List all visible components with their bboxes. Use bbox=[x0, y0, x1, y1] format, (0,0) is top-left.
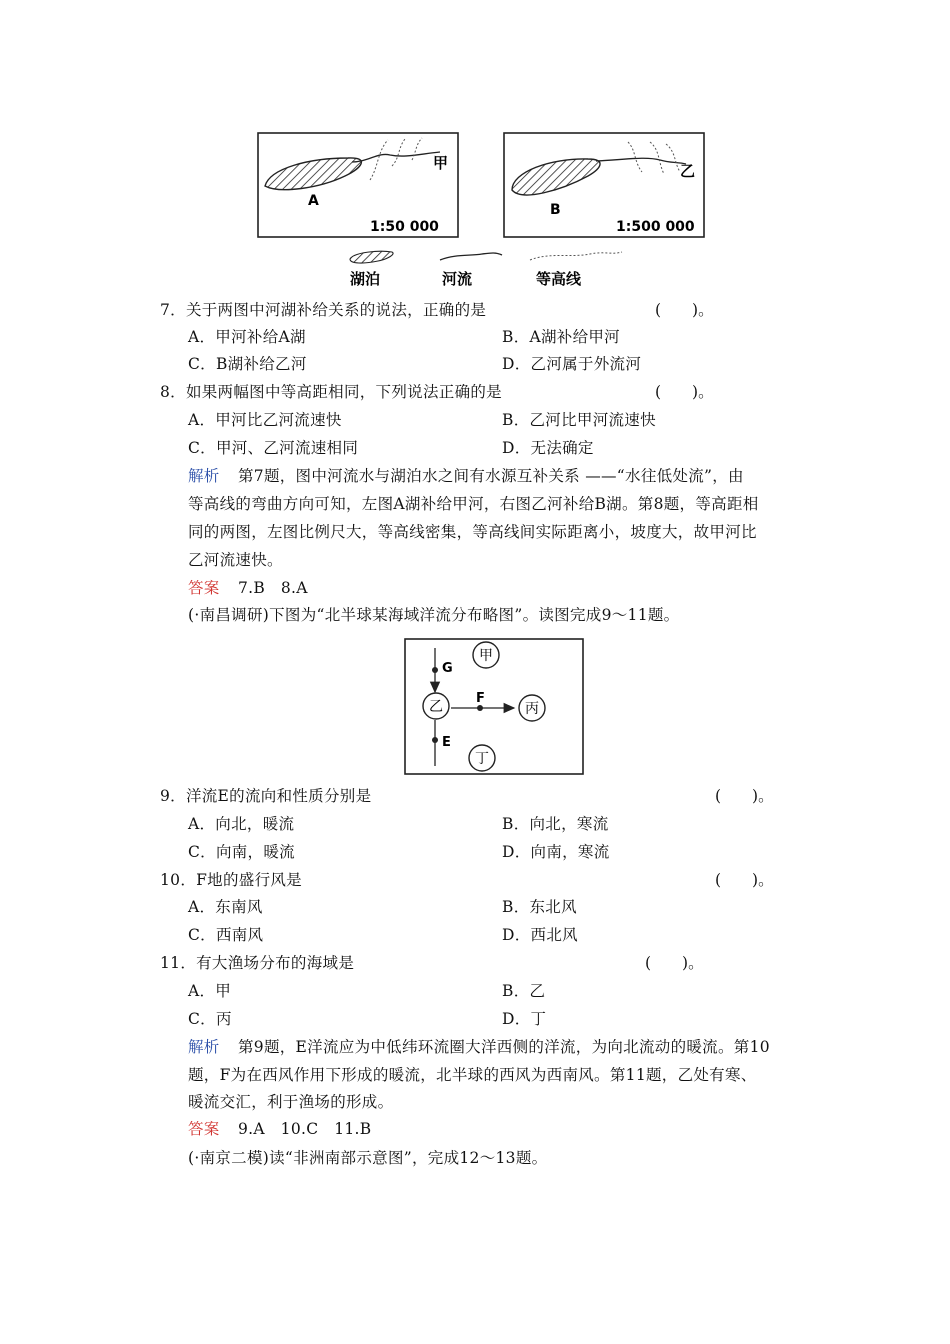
intro-question-12-13: (·南京二模)读“非洲南部示意图”，完成12～13题。 bbox=[188, 1149, 548, 1167]
legend-river-symbol bbox=[440, 253, 502, 260]
answer1-text: 7.B 8.A bbox=[238, 579, 308, 597]
q7-stem: 7．关于两图中河湖补给关系的说法，正确的是 bbox=[160, 301, 487, 319]
point-f-label: F bbox=[476, 691, 485, 706]
river-jia-label: 甲 bbox=[433, 154, 449, 172]
q10-stem: 10．F地的盛行风是 bbox=[160, 871, 302, 889]
analysis2-label: 解析 bbox=[188, 1038, 220, 1056]
q8-option-d: D．无法确定 bbox=[502, 439, 594, 457]
q7-answer-blank: ( )。 bbox=[655, 301, 714, 319]
analysis2-line-2: 题，F为在西风作用下形成的暖流，北半球的西风为西南风。第11题，乙处有寒、 bbox=[188, 1066, 757, 1084]
circle-jia-label: 甲 bbox=[479, 648, 493, 664]
legend-lake-symbol bbox=[350, 251, 393, 263]
point-g-label: G bbox=[442, 661, 453, 676]
lake-river-figure bbox=[250, 128, 720, 293]
analysis1-line-1: 第7题，图中河流水与湖泊水之间有水源互补关系 ——“水往低处流”，由 bbox=[238, 467, 744, 485]
q11-option-b: B．乙 bbox=[502, 982, 546, 1000]
q11-option-d: D．丁 bbox=[502, 1010, 547, 1028]
circle-ding-label: 丁 bbox=[475, 751, 489, 767]
q9-stem: 9．洋流E的流向和性质分别是 bbox=[160, 787, 372, 805]
q9-option-d: D．向南，寒流 bbox=[502, 843, 610, 861]
lake-a-label: A bbox=[308, 193, 319, 209]
left-map bbox=[258, 133, 458, 237]
q8-option-c: C．甲河、乙河流速相同 bbox=[188, 439, 359, 457]
q10-option-b: B．东北风 bbox=[502, 898, 577, 916]
right-scale: 1:500 000 bbox=[616, 219, 695, 235]
q11-answer-blank: ( )。 bbox=[645, 954, 704, 972]
q11-option-c: C．丙 bbox=[188, 1010, 232, 1028]
lake-b-label: B bbox=[550, 202, 561, 218]
q9-option-b: B．向北，寒流 bbox=[502, 815, 609, 833]
answer2-text: 9.A 10.C 11.B bbox=[238, 1120, 372, 1138]
legend bbox=[350, 251, 622, 288]
point-g-dot bbox=[432, 667, 438, 673]
intro-question-9-11: (·南昌调研)下图为“北半球某海域洋流分布略图”。读图完成9～11题。 bbox=[188, 606, 680, 624]
answer2-label: 答案 bbox=[188, 1120, 220, 1138]
q11-stem: 11．有大渔场分布的海域是 bbox=[160, 954, 355, 972]
legend-contour-symbol bbox=[530, 252, 622, 260]
analysis2-line-1: 第9题，E洋流应为中低纬环流圈大洋西侧的洋流，为向北流动的暖流。第10 bbox=[238, 1038, 770, 1056]
q7-option-c: C．B湖补给乙河 bbox=[188, 355, 307, 373]
q9-answer-blank: ( )。 bbox=[715, 787, 774, 805]
right-map bbox=[504, 133, 704, 237]
q9-option-c: C．向南，暖流 bbox=[188, 843, 295, 861]
q10-option-a: A．东南风 bbox=[188, 898, 263, 916]
q7-option-a: A．甲河补给A湖 bbox=[188, 328, 306, 346]
q11-option-a: A．甲 bbox=[188, 982, 232, 1000]
ocean-current-figure bbox=[404, 638, 584, 776]
circle-yi-label: 乙 bbox=[429, 699, 443, 715]
legend-contour-label: 等高线 bbox=[536, 270, 582, 288]
circle-bing-label: 丙 bbox=[525, 701, 539, 717]
q8-option-b: B．乙河比甲河流速快 bbox=[502, 411, 656, 429]
q10-answer-blank: ( )。 bbox=[715, 871, 774, 889]
left-scale: 1:50 000 bbox=[370, 219, 439, 235]
analysis1-line-2: 等高线的弯曲方向可知，左图A湖补给甲河，右图乙河补给B湖。第8题，等高距相 bbox=[188, 495, 759, 513]
q8-answer-blank: ( )。 bbox=[655, 383, 714, 401]
analysis1-line-4: 乙河流速快。 bbox=[188, 551, 283, 569]
q7-option-b: B．A湖补给甲河 bbox=[502, 328, 620, 346]
q7-option-d: D．乙河属于外流河 bbox=[502, 355, 642, 373]
analysis1-label: 解析 bbox=[188, 467, 220, 485]
answer1-label: 答案 bbox=[188, 579, 220, 597]
q10-option-d: D．西北风 bbox=[502, 926, 578, 944]
legend-lake-label: 湖泊 bbox=[350, 270, 381, 288]
q9-option-a: A．向北，暖流 bbox=[188, 815, 295, 833]
q10-option-c: C．西南风 bbox=[188, 926, 264, 944]
q8-stem: 8．如果两幅图中等高距相同，下列说法正确的是 bbox=[160, 383, 502, 401]
legend-river-label: 河流 bbox=[442, 270, 473, 288]
point-e-label: E bbox=[442, 735, 451, 750]
analysis1-line-3: 同的两图，左图比例尺大，等高线密集，等高线间实际距离小，坡度大，故甲河比 bbox=[188, 523, 757, 541]
analysis2-line-3: 暖流交汇，利于渔场的形成。 bbox=[188, 1093, 394, 1111]
q8-option-a: A．甲河比乙河流速快 bbox=[188, 411, 342, 429]
river-yi-label: 乙 bbox=[680, 162, 696, 180]
point-e-dot bbox=[432, 737, 438, 743]
